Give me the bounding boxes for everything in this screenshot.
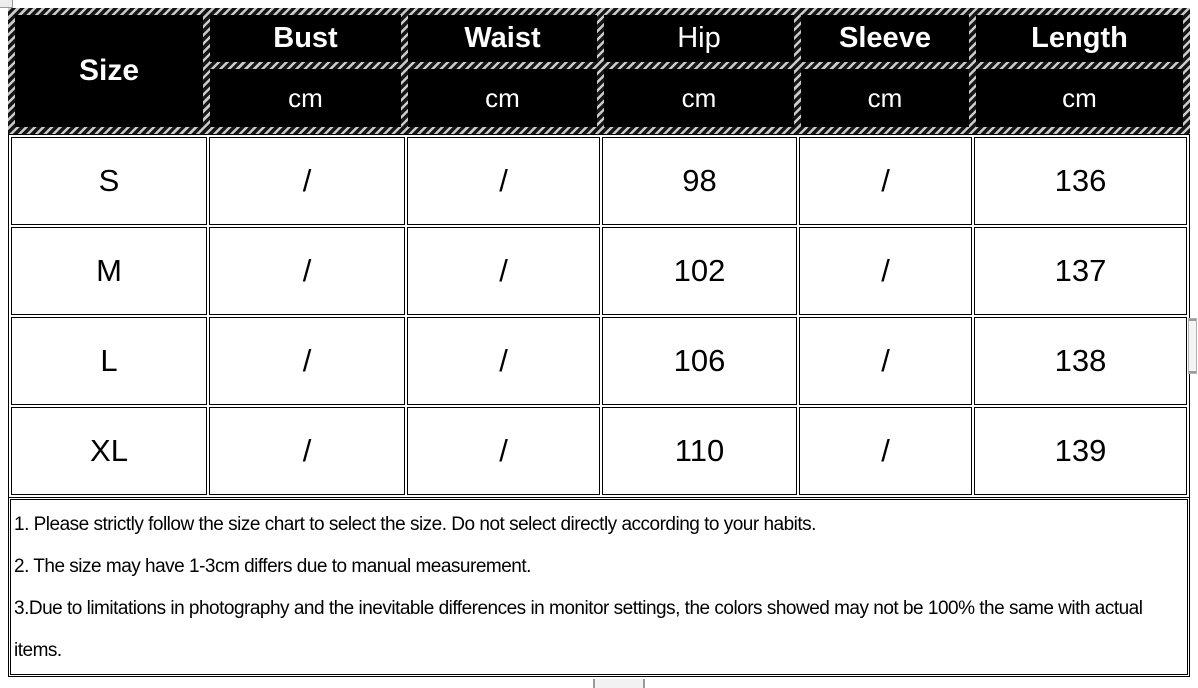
table-cell: / — [209, 227, 405, 315]
unit-cell-length — [976, 69, 1183, 127]
note-line-3: 3.Due to limitations in photography and the inevitable differences in monitor settings, the colors showed may not be 100% the same with actual items. — [14, 598, 1143, 661]
header-cell-size — [15, 15, 203, 127]
header-cell-waist — [408, 15, 597, 62]
header-cell-hip — [604, 15, 794, 62]
table-cell: 106 — [602, 317, 797, 405]
table-cell: / — [407, 137, 600, 225]
header-label: Waist — [464, 22, 541, 54]
table-cell: / — [799, 227, 972, 315]
note-line-2: 2. The size may have 1-3cm differs due to manual measurement. — [14, 556, 531, 577]
table-cell: / — [209, 317, 405, 405]
header-label: Size — [78, 54, 140, 87]
table-cell: / — [799, 137, 972, 225]
table-cell: 139 — [974, 407, 1187, 495]
scrollbar-corner — [0, 0, 13, 8]
vertical-scrollbar-thumb[interactable] — [1188, 318, 1197, 374]
unit-label: cm — [1062, 83, 1097, 113]
table-cell: / — [799, 407, 972, 495]
unit-cell-waist — [408, 69, 597, 127]
unit-label: cm — [288, 83, 323, 113]
row-label: M — [11, 227, 207, 315]
table-cell: 110 — [602, 407, 797, 495]
table-cell: 138 — [974, 317, 1187, 405]
unit-cell-bust — [210, 69, 401, 127]
table-cell: / — [407, 317, 600, 405]
row-label: L — [11, 317, 207, 405]
table-cell: 98 — [602, 137, 797, 225]
header-label: Hip — [677, 22, 721, 54]
notes-section — [8, 498, 1190, 677]
table-cell: 102 — [602, 227, 797, 315]
header-label: Sleeve — [839, 22, 931, 54]
unit-label: cm — [681, 83, 717, 113]
table-cell: / — [407, 407, 600, 495]
table-cell: / — [799, 317, 972, 405]
row-label: XL — [11, 407, 207, 495]
size-chart-table — [8, 8, 1190, 677]
note-line-1: 1. Please strictly follow the size chart to select the size. Do not select directly according to your habits. — [14, 514, 816, 535]
header-label: Length — [1031, 22, 1128, 54]
row-label: S — [11, 137, 207, 225]
table-cell: / — [209, 407, 405, 495]
notes-box — [10, 499, 1188, 675]
table-cell: / — [209, 137, 405, 225]
header-label: Bust — [273, 22, 338, 54]
header-cell-bust — [210, 15, 401, 62]
unit-cell-sleeve — [801, 69, 969, 127]
horizontal-scrollbar-thumb[interactable] — [593, 679, 645, 688]
table-body — [8, 134, 1190, 498]
header-cell-length — [976, 15, 1183, 62]
table-cell: / — [407, 227, 600, 315]
header-cell-sleeve — [801, 15, 969, 62]
unit-cell-hip — [604, 69, 794, 127]
unit-label: cm — [867, 83, 903, 113]
table-cell: 136 — [974, 137, 1187, 225]
table-cell: 137 — [974, 227, 1187, 315]
table-header — [8, 8, 1190, 134]
unit-label: cm — [485, 83, 520, 113]
